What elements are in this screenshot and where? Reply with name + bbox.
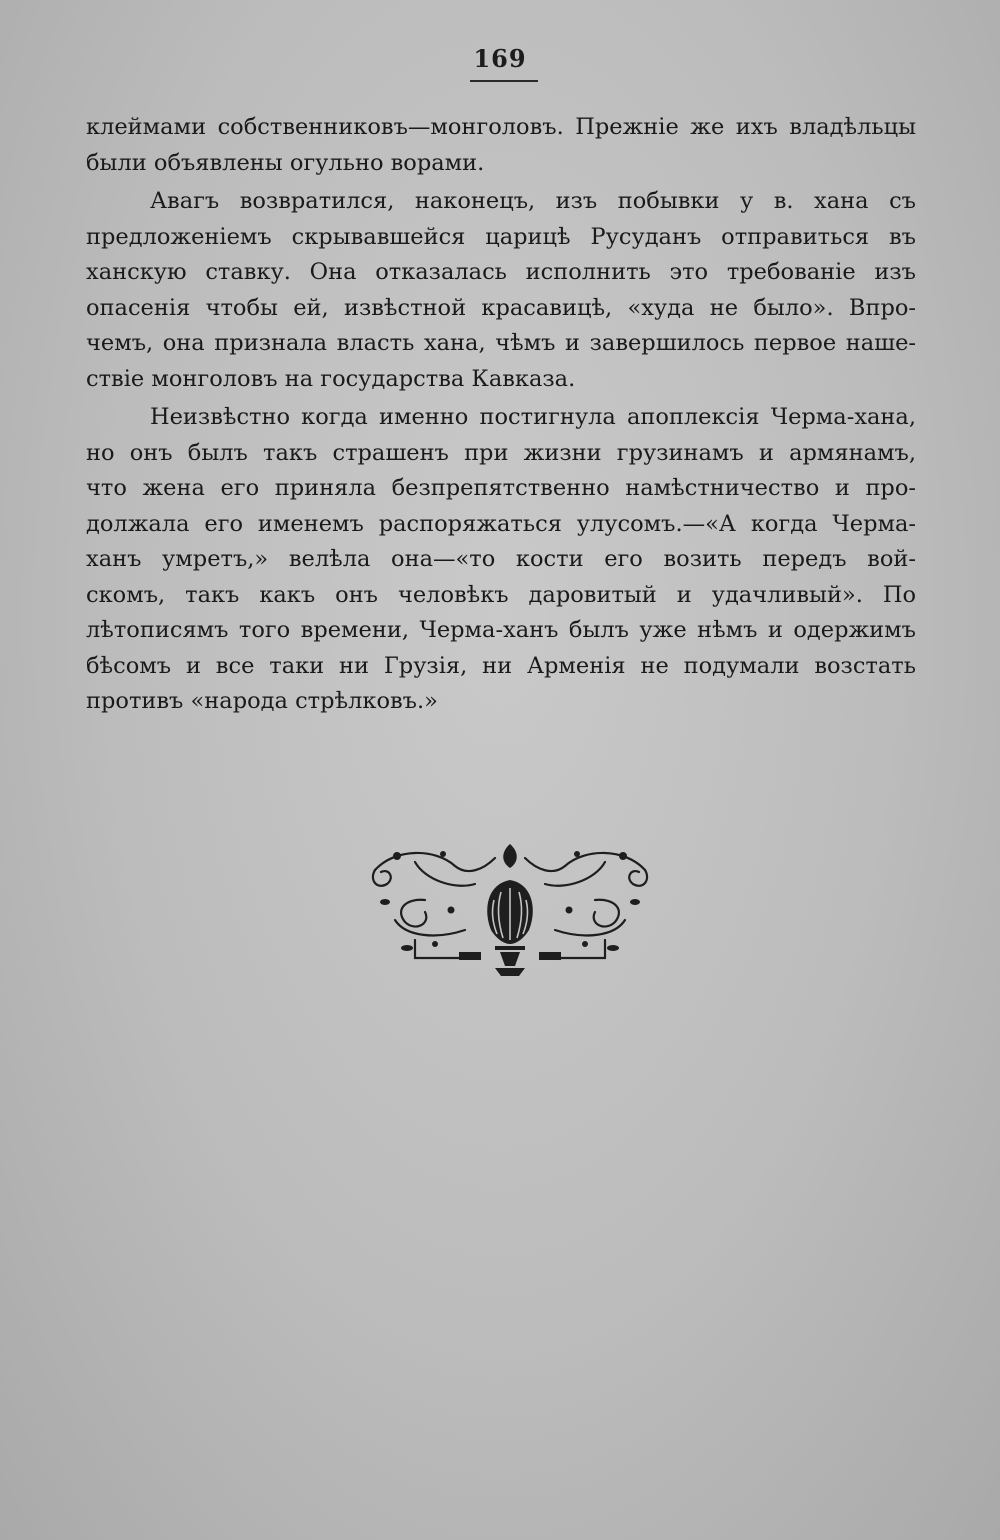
- text-line: бѣсомъ и все таки ни Грузія, ни Арменія не подумали возстать: [86, 652, 916, 679]
- page-number-underline: [470, 80, 538, 82]
- text-line: чемъ, она признала власть хана, чѣмъ и завершилось первое наше-: [86, 330, 916, 356]
- text-line: что жена его приняла безпрепятственно намѣстничество и про-: [86, 475, 916, 501]
- text-line: лѣтописямъ того времени, Черма-ханъ былъ уже нѣмъ и одержимъ: [86, 617, 916, 643]
- text-line: Неизвѣстно когда именно постигнула апоплексія Черма-хана,: [150, 404, 916, 430]
- paragraph-2: [86, 184, 916, 397]
- text-line: клеймами собственниковъ—монголовъ. Прежніе же ихъ владѣльцы: [86, 114, 916, 140]
- text-line: предложеніемъ скрывавшейся царицѣ Русуданъ отправиться въ: [86, 223, 916, 250]
- text-line: были объявлены огульно ворами.: [86, 149, 485, 176]
- text-line: противъ «народа стрѣлковъ.»: [86, 688, 438, 714]
- body-text: [86, 110, 916, 723]
- text-line: должала его именемъ распоряжаться улусомъ.—«А когда Черма-: [86, 510, 916, 537]
- page-number: 169: [473, 44, 527, 73]
- text-line: ханскую ставку. Она отказалась исполнить это требованіе изъ: [86, 259, 916, 285]
- paragraph-1: [86, 110, 916, 181]
- text-line: ханъ умретъ,» велѣла она—«то кости его возить передъ вой-: [86, 546, 916, 572]
- paragraph-3: [86, 400, 916, 720]
- text-line: опасенія чтобы ей, извѣстной красавицѣ, «худа не было». Впро-: [86, 294, 916, 321]
- text-line: Авагъ возвратился, наконецъ, изъ побывки у в. хана съ: [150, 188, 916, 214]
- text-line: но онъ былъ такъ страшенъ при жизни грузинамъ и армянамъ,: [86, 439, 916, 466]
- text-line: ствіе монголовъ на государства Кавказа.: [86, 365, 576, 392]
- decorative-vignette-icon: [355, 840, 665, 980]
- text-line: скомъ, такъ какъ онъ человѣкъ даровитый и удачливый». По: [86, 581, 916, 608]
